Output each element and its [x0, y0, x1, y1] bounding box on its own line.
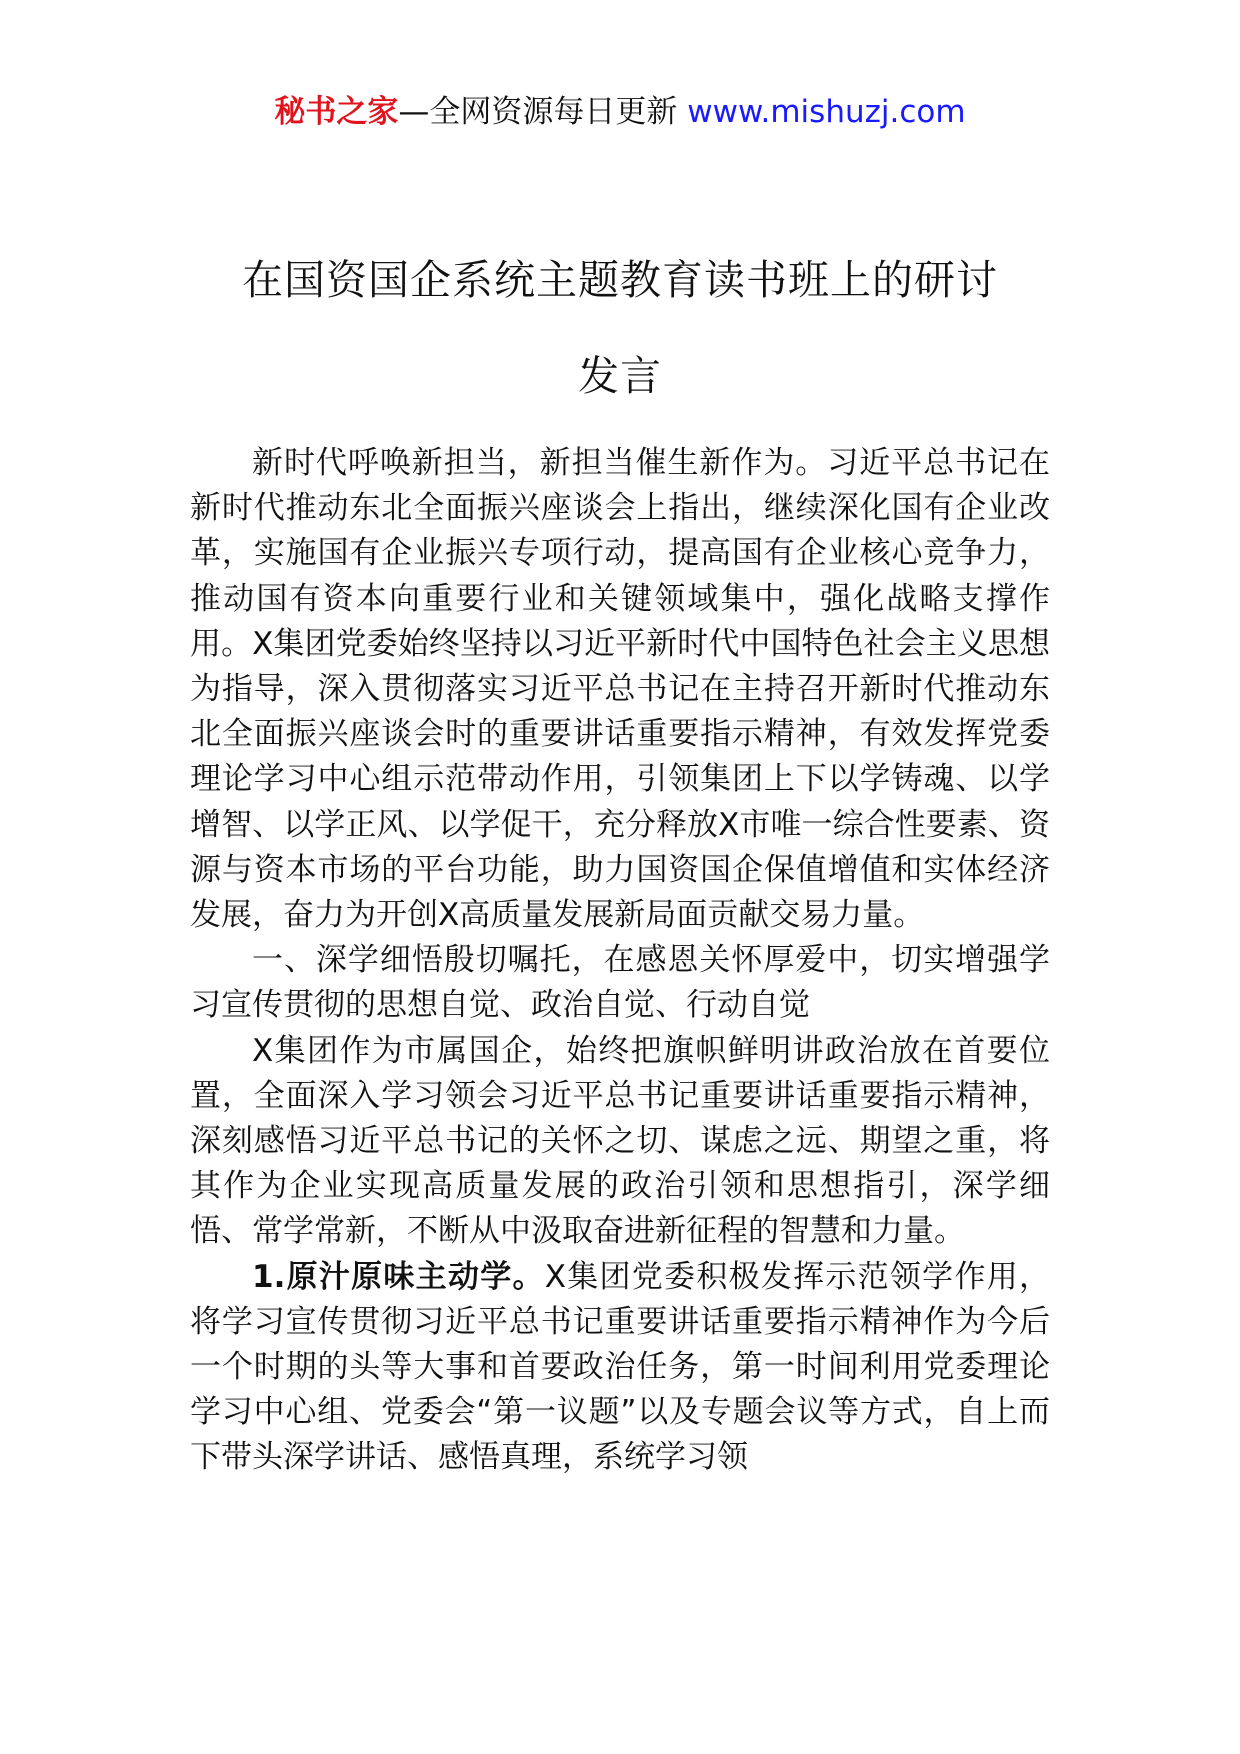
paragraph-item-1	[190, 1255, 1050, 1481]
document-body	[190, 441, 1050, 1481]
document-title	[140, 232, 1100, 424]
item-1-text: X集团党委积极发挥示范领学作用，将学习宣传贯彻习近平总书记重要讲话重要指示精神作为今后一个时期的头等大事和首要政治任务，第一时间利用党委理论学习中心组、党委会“第一议题”以及专题会议等方式，自上而下带头深学讲话、感悟真理，系统学习领	[190, 1258, 1050, 1476]
site-header	[0, 92, 1240, 132]
document-title-line-2: 发言	[578, 352, 662, 400]
site-url-link[interactable]: www.mishuzj.com	[687, 94, 966, 130]
document-title-line-1: 在国资国企系统主题教育读书班上的研讨	[242, 256, 998, 304]
paragraph-intro: 新时代呼唤新担当，新担当催生新作为。习近平总书记在新时代推动东北全面振兴座谈会上指出，继续深化国有企业改革，实施国有企业振兴专项行动，提高国有企业核心竞争力，推动国有资本向重要行业和关键领域集中，强化战略支撑作用。X集团党委始终坚持以习近平新时代中国特色社会主义思想为指导，深入贯彻落实习近平总书记在主持召开新时代推动东北全面振兴座谈会时的重要讲话重要指示精神，有效发挥党委理论学习中心组示范带动作用，引领集团上下以学铸魂、以学增智、以学正风、以学促干，充分释放X市唯一综合性要素、资源与资本市场的平台功能，助力国资国企保值增值和实体经济发展，奋力为开创X高质量发展新局面贡献交易力量。	[190, 445, 1050, 934]
section-heading-1: 一、深学细悟殷切嘱托，在感恩关怀厚爱中，切实增强学习宣传贯彻的思想自觉、政治自觉、行动自觉	[190, 942, 1050, 1024]
paragraph-section-1: X集团作为市属国企，始终把旗帜鲜明讲政治放在首要位置，全面深入学习领会习近平总书记重要讲话重要指示精神，深刻感悟习近平总书记的关怀之切、谋虑之远、期望之重，将其作为企业实现高质量发展的政治引领和思想指引，深学细悟、常学常新，不断从中汲取奋进新征程的智慧和力量。	[190, 1032, 1050, 1250]
brand-name: 秘书之家	[274, 94, 399, 130]
header-tagline: —全网资源每日更新	[398, 94, 678, 130]
item-1-lead: 1.原汁原味主动学。	[252, 1258, 545, 1295]
